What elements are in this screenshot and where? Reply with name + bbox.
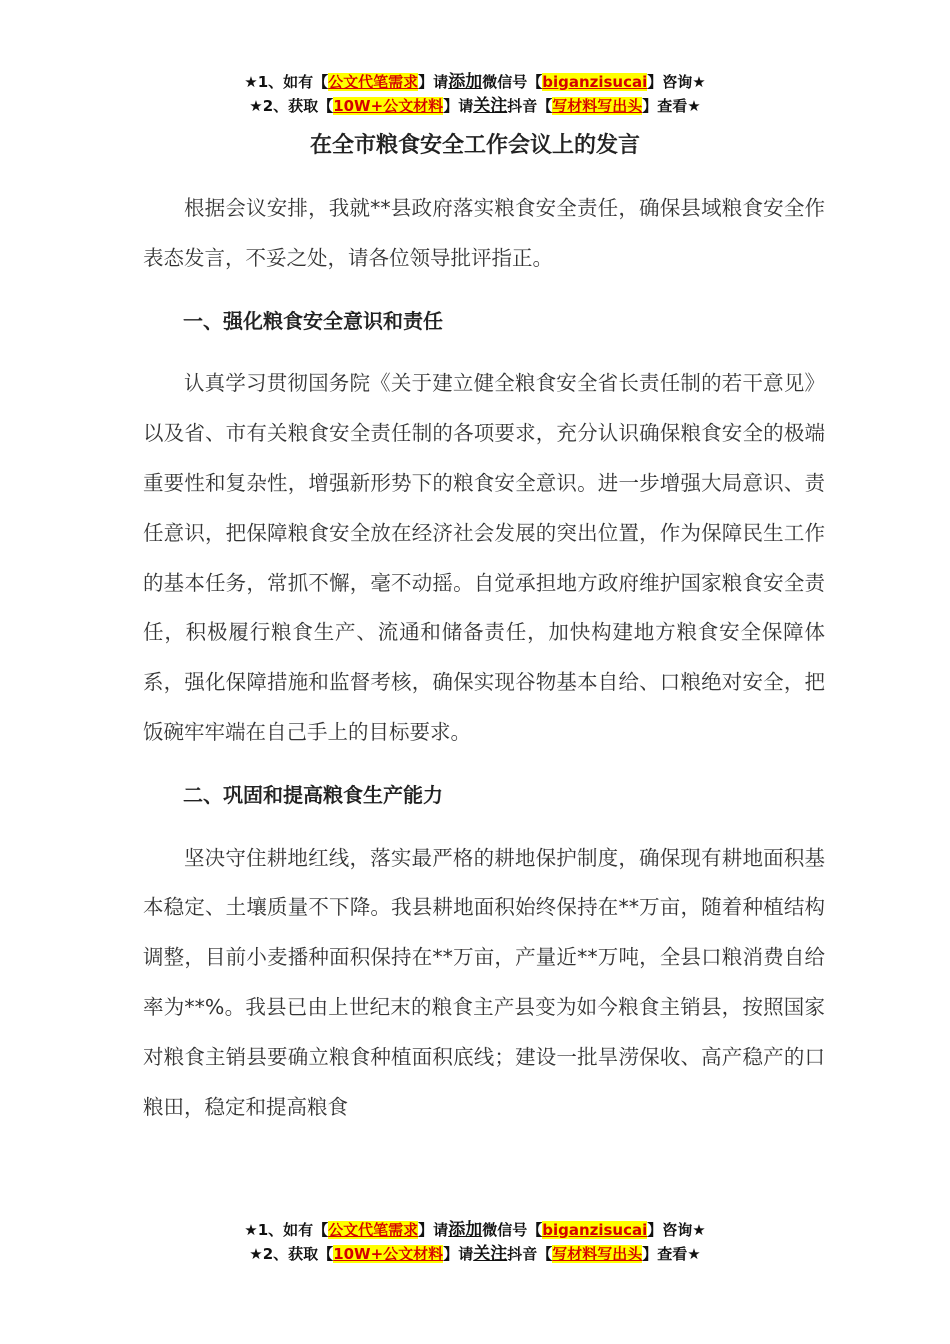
banner-emphasis: 关注 xyxy=(473,1244,508,1264)
highlight-douyin-account: 写材料写出头 xyxy=(552,97,643,115)
banner-text: ★2、获取【 xyxy=(249,1245,334,1263)
banner-emphasis: 添加 xyxy=(448,1220,483,1240)
banner-text: 抖音【 xyxy=(507,97,553,115)
header-banner xyxy=(0,70,950,118)
banner-emphasis: 添加 xyxy=(448,72,483,92)
intro-paragraph: 根据会议安排，我就**县政府落实粮食安全责任，确保县域粮食安全作表态发言，不妥之处，请各位领导批评指正。 xyxy=(143,196,825,270)
highlight-service: 公文代笔需求 xyxy=(328,73,419,91)
document-body xyxy=(143,184,825,1132)
banner-text: 】请 xyxy=(443,97,474,115)
section-heading-1: 一、强化粮食安全意识和责任 xyxy=(183,308,443,333)
highlight-materials: 10W+公文材料 xyxy=(333,1245,444,1263)
banner-line-2 xyxy=(0,1242,950,1266)
banner-text: 】请 xyxy=(443,1245,474,1263)
banner-text: 】查看★ xyxy=(642,97,701,115)
highlight-wechat-id: biganzisucai xyxy=(542,73,648,91)
footer-banner xyxy=(0,1218,950,1266)
banner-text: 微信号【 xyxy=(482,73,543,91)
banner-text: 微信号【 xyxy=(482,1221,543,1239)
banner-text: 】咨询★ xyxy=(647,73,706,91)
banner-text: 】请 xyxy=(418,1221,449,1239)
banner-line-2 xyxy=(0,94,950,118)
banner-text: ★1、如有【 xyxy=(244,1221,329,1239)
banner-emphasis: 关注 xyxy=(473,96,508,116)
document-title: 在全市粮食安全工作会议上的发言 xyxy=(309,133,640,158)
highlight-douyin-account: 写材料写出头 xyxy=(552,1245,643,1263)
banner-text: 】查看★ xyxy=(642,1245,701,1263)
banner-line-1 xyxy=(0,70,950,94)
section-2-paragraph: 坚决守住耕地红线，落实最严格的耕地保护制度，确保现有耕地面积基本稳定、土壤质量不下降。我县耕地面积始终保持在**万亩，随着种植结构调整，目前小麦播种面积保持在**万亩，产量近**万吨，全县口粮消费自给率为**%。我县已由上世纪末的粮食主产县变为如今粮食主销县，按照国家对粮食主销县要确立粮食种植面积底线；建设一批旱涝保收、高产稳产的口粮田，稳定和提高粮食 xyxy=(143,845,825,1119)
section-heading-2: 二、巩固和提高粮食生产能力 xyxy=(183,782,443,807)
banner-text: ★2、获取【 xyxy=(249,97,334,115)
banner-text: ★1、如有【 xyxy=(244,73,329,91)
highlight-service: 公文代笔需求 xyxy=(328,1221,419,1239)
banner-text: 抖音【 xyxy=(507,1245,553,1263)
banner-line-1 xyxy=(0,1218,950,1242)
banner-text: 】请 xyxy=(418,73,449,91)
section-1-paragraph: 认真学习贯彻国务院《关于建立健全粮食安全省长责任制的若干意见》以及省、市有关粮食安全责任制的各项要求，充分认识确保粮食安全的极端重要性和复杂性，增强新形势下的粮食安全意识。进一步增强大局意识、责任意识，把保障粮食安全放在经济社会发展的突出位置，作为保障民生工作的基本任务，常抓不懈，毫不动摇。自觉承担地方政府维护国家粮食安全责任，积极履行粮食生产、流通和储备责任，加快构建地方粮食安全保障体系，强化保障措施和监督考核，确保实现谷物基本自给、口粮绝对安全，把饭碗牢牢端在自己手上的目标要求。 xyxy=(143,371,825,744)
highlight-materials: 10W+公文材料 xyxy=(333,97,444,115)
banner-text: 】咨询★ xyxy=(647,1221,706,1239)
highlight-wechat-id: biganzisucai xyxy=(542,1221,648,1239)
